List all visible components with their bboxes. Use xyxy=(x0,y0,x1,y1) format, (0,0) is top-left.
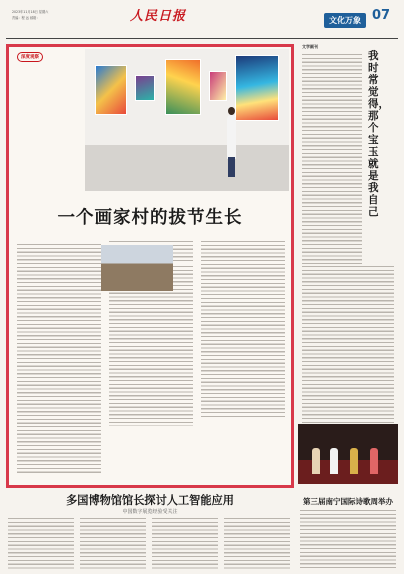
body-text xyxy=(300,510,396,568)
story-headline[interactable]: 一个画家村的拔节生长 xyxy=(57,208,243,228)
performer-figure xyxy=(330,448,338,474)
photo-floor xyxy=(85,145,289,191)
artwork xyxy=(135,75,155,101)
gallery-photo xyxy=(85,49,289,191)
editor-line: 责编：程 远 邮箱： xyxy=(12,16,40,20)
stage-photo xyxy=(298,424,398,484)
museum-ai-story[interactable] xyxy=(6,492,294,572)
column-label: 文学副刊 xyxy=(302,44,318,49)
feature-story[interactable] xyxy=(6,44,294,488)
body-text xyxy=(80,518,146,570)
museum-story-body xyxy=(8,518,292,570)
body-text xyxy=(201,241,285,295)
performer-figure xyxy=(312,448,320,474)
column-text xyxy=(302,266,394,424)
performer-figure xyxy=(350,448,358,474)
artwork xyxy=(209,71,227,101)
body-text xyxy=(224,518,290,570)
body-text xyxy=(152,518,218,570)
body-column xyxy=(17,241,101,481)
artwork xyxy=(165,59,201,115)
body-text xyxy=(201,298,285,418)
page-number: 07 xyxy=(372,8,391,23)
artwork xyxy=(235,55,279,121)
column-text xyxy=(302,54,362,264)
body-text xyxy=(8,518,74,570)
column-title[interactable]: 我时常觉得，那个宝玉就是我自己 xyxy=(368,50,389,218)
issue-date: 2023年11月18日 星期六 xyxy=(12,10,49,14)
masthead-logo: 人民日报 xyxy=(130,9,187,24)
story-kicker: 深度观察 xyxy=(17,52,43,62)
visitor-legs xyxy=(228,157,235,177)
visitor-figure xyxy=(227,115,236,159)
page-header xyxy=(6,3,398,39)
section-badge: 文化万象 xyxy=(324,13,366,28)
visitor-head xyxy=(228,107,235,115)
body-text xyxy=(17,426,101,474)
poetry-story-title[interactable]: 第三届南宁国际诗歌周举办 xyxy=(303,497,393,506)
performer-figure xyxy=(370,448,378,474)
story-intro xyxy=(17,63,81,185)
inset-photo xyxy=(101,245,173,291)
poetry-week-story[interactable] xyxy=(298,492,398,572)
artwork xyxy=(95,65,127,115)
literary-column[interactable] xyxy=(298,44,398,488)
body-column xyxy=(201,241,285,481)
body-text xyxy=(17,244,101,424)
museum-story-title[interactable]: 多国博物馆馆长探讨人工智能应用 xyxy=(66,493,234,507)
museum-story-subtitle: 中国数字展览经验受关注 xyxy=(122,509,178,515)
